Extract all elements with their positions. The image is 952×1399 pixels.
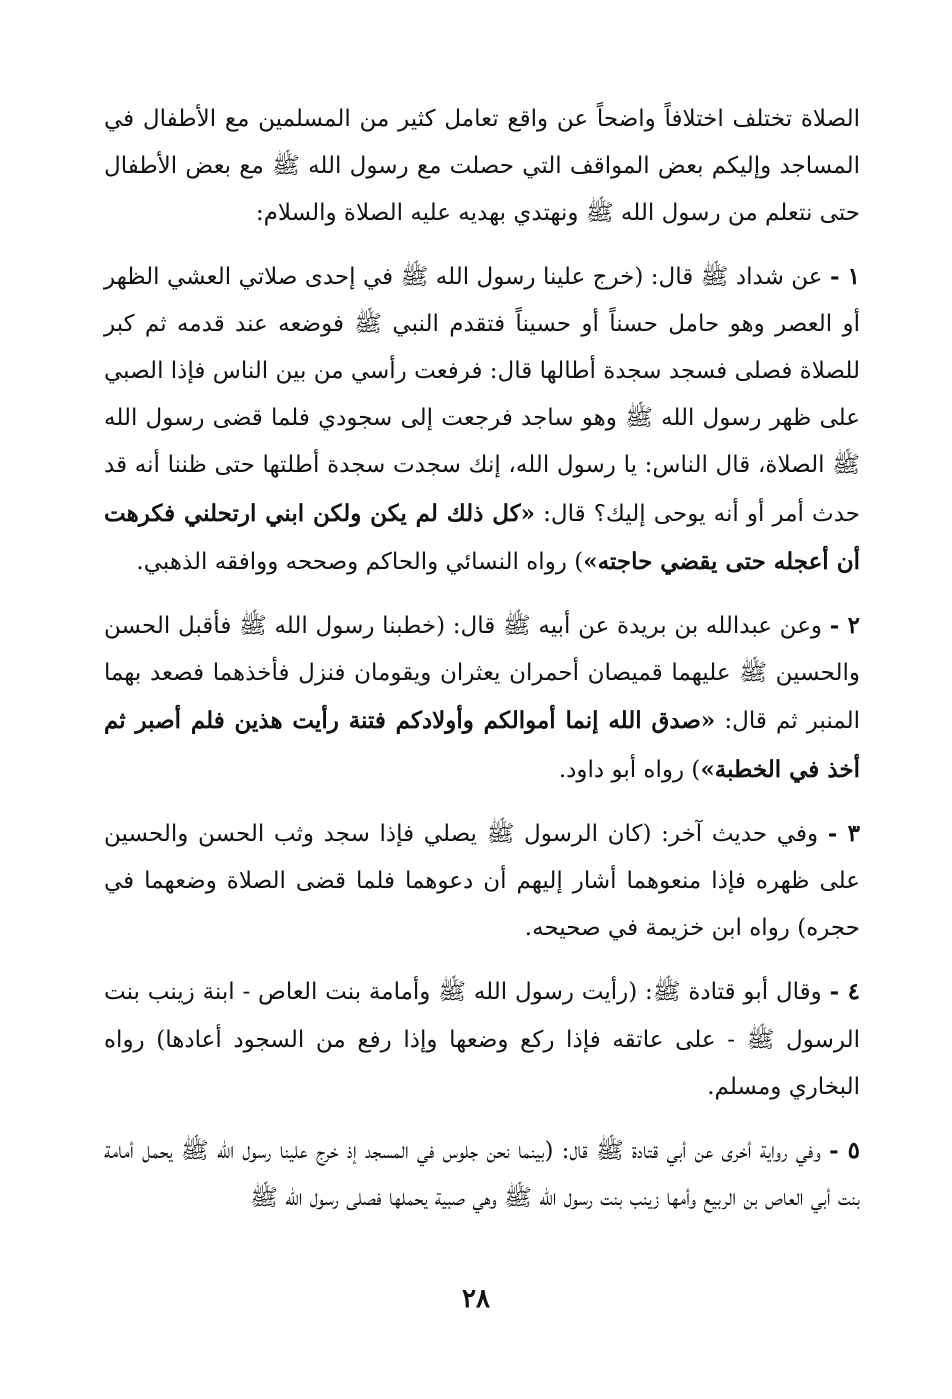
item-number: ٣ - [827,819,860,847]
item-text: وفي حديث آخر: (كان الرسول ﷺ يصلي فإذا سجد وثب الحسن والحسين على ظهره فإذا منعوهما أشار إليهم أن دعوهما فلما قضى الصلاة وضعهما في حجره) رواه ابن خزيمة في صحيحه. [104,820,860,942]
item-tail: ) رواه النسائي والحاكم وصححه ووافقه الذهبي. [136,548,584,575]
item-text: وقال أبو قتادة ﷺ: (رأيت رسول الله ﷺ وأمامة بنت العاص - ابنة زينب بنت الرسول ﷺ - على عاتقه فإذا ركع وضعها وإذا رفع من السجود أعادها) رواه البخاري ومسلم. [104,979,860,1100]
hadith-paragraph-3 [104,810,860,953]
hadith-paragraph-1 [104,253,860,586]
item-text: عن شداد ﷺ قال: (خرج علينا رسول الله ﷺ في إحدى صلاتي العشي الظهر أو العصر وهو حامل حسناً أو حسيناً فتقدم النبي ﷺ فوضعه عند قدمه ثم كبر للصلاة فصلى فسجد سجدة أطالها قال: فرفعت رأسي من بين الناس فإذا الصبي على ظهر رسول الله ﷺ وهو ساجد فرجعت إلى سجودي فلما قضى رسول الله ﷺ الصلاة، قال الناس: يا رسول الله، إنك سجدت سجدة أطلتها حتى ظننا أنه قد حدث أمر أو أنه يوحى إليك؟ قال: [104,263,860,527]
item-number: ١ - [829,262,861,290]
hadith-paragraph-4 [104,968,860,1111]
hadith-paragraph-2 [104,602,860,794]
intro-paragraph: الصلاة تختلف اختلافاً واضحاً عن واقع تعامل كثير من المسلمين مع الأطفال في المساجد وإليكم بعض المواقف التي حصلت مع رسول الله ﷺ مع بعض الأطفال حتى نتعلم من رسول الله ﷺ ونهتدي بهديه عليه الصلاة والسلام: [104,106,860,227]
item-number: ٢ - [829,612,861,640]
page-body [104,96,860,1222]
item-bold-quote: «صدق الله إنما أموالكم وأولادكم فتنة رأيت هذين فلم أصبر ثم أخذ في الخطبة» [104,707,860,783]
item-number: ٥ - [829,1137,860,1165]
item-bold-quote: «كل ذلك لم يكن ولكن ابني ارتحلني فكرهت أن أعجله حتى يقضي حاجته» [104,499,860,575]
page-number: ٢٨ [462,1284,490,1314]
item-number: ٤ - [829,978,860,1006]
item-tail: ) رواه أبو داود. [558,756,701,783]
item-text: وفي رواية أخرى عن أبي قتادة ﷺ قال: (بينما نحن جلوس في المسجد إذ خرج علينا رسول الله ﷺ يحمل أمامة بنت أبي العاص بن الربيع وأمها زينب بنت رسول الله ﷺ وهي صبية يحملها فصلى رسول الله ﷺ [104,1138,860,1212]
hadith-paragraph-5 [104,1127,860,1222]
item-text: وعن عبدالله بن بريدة عن أبيه ﷺ قال: (خطبنا رسول الله ﷺ فأقبل الحسن والحسين ﷺ عليهما قميصان أحمران يعثران ويقومان فنزل فأخذهما فصعد بهما المنبر ثم قال: [104,613,861,735]
